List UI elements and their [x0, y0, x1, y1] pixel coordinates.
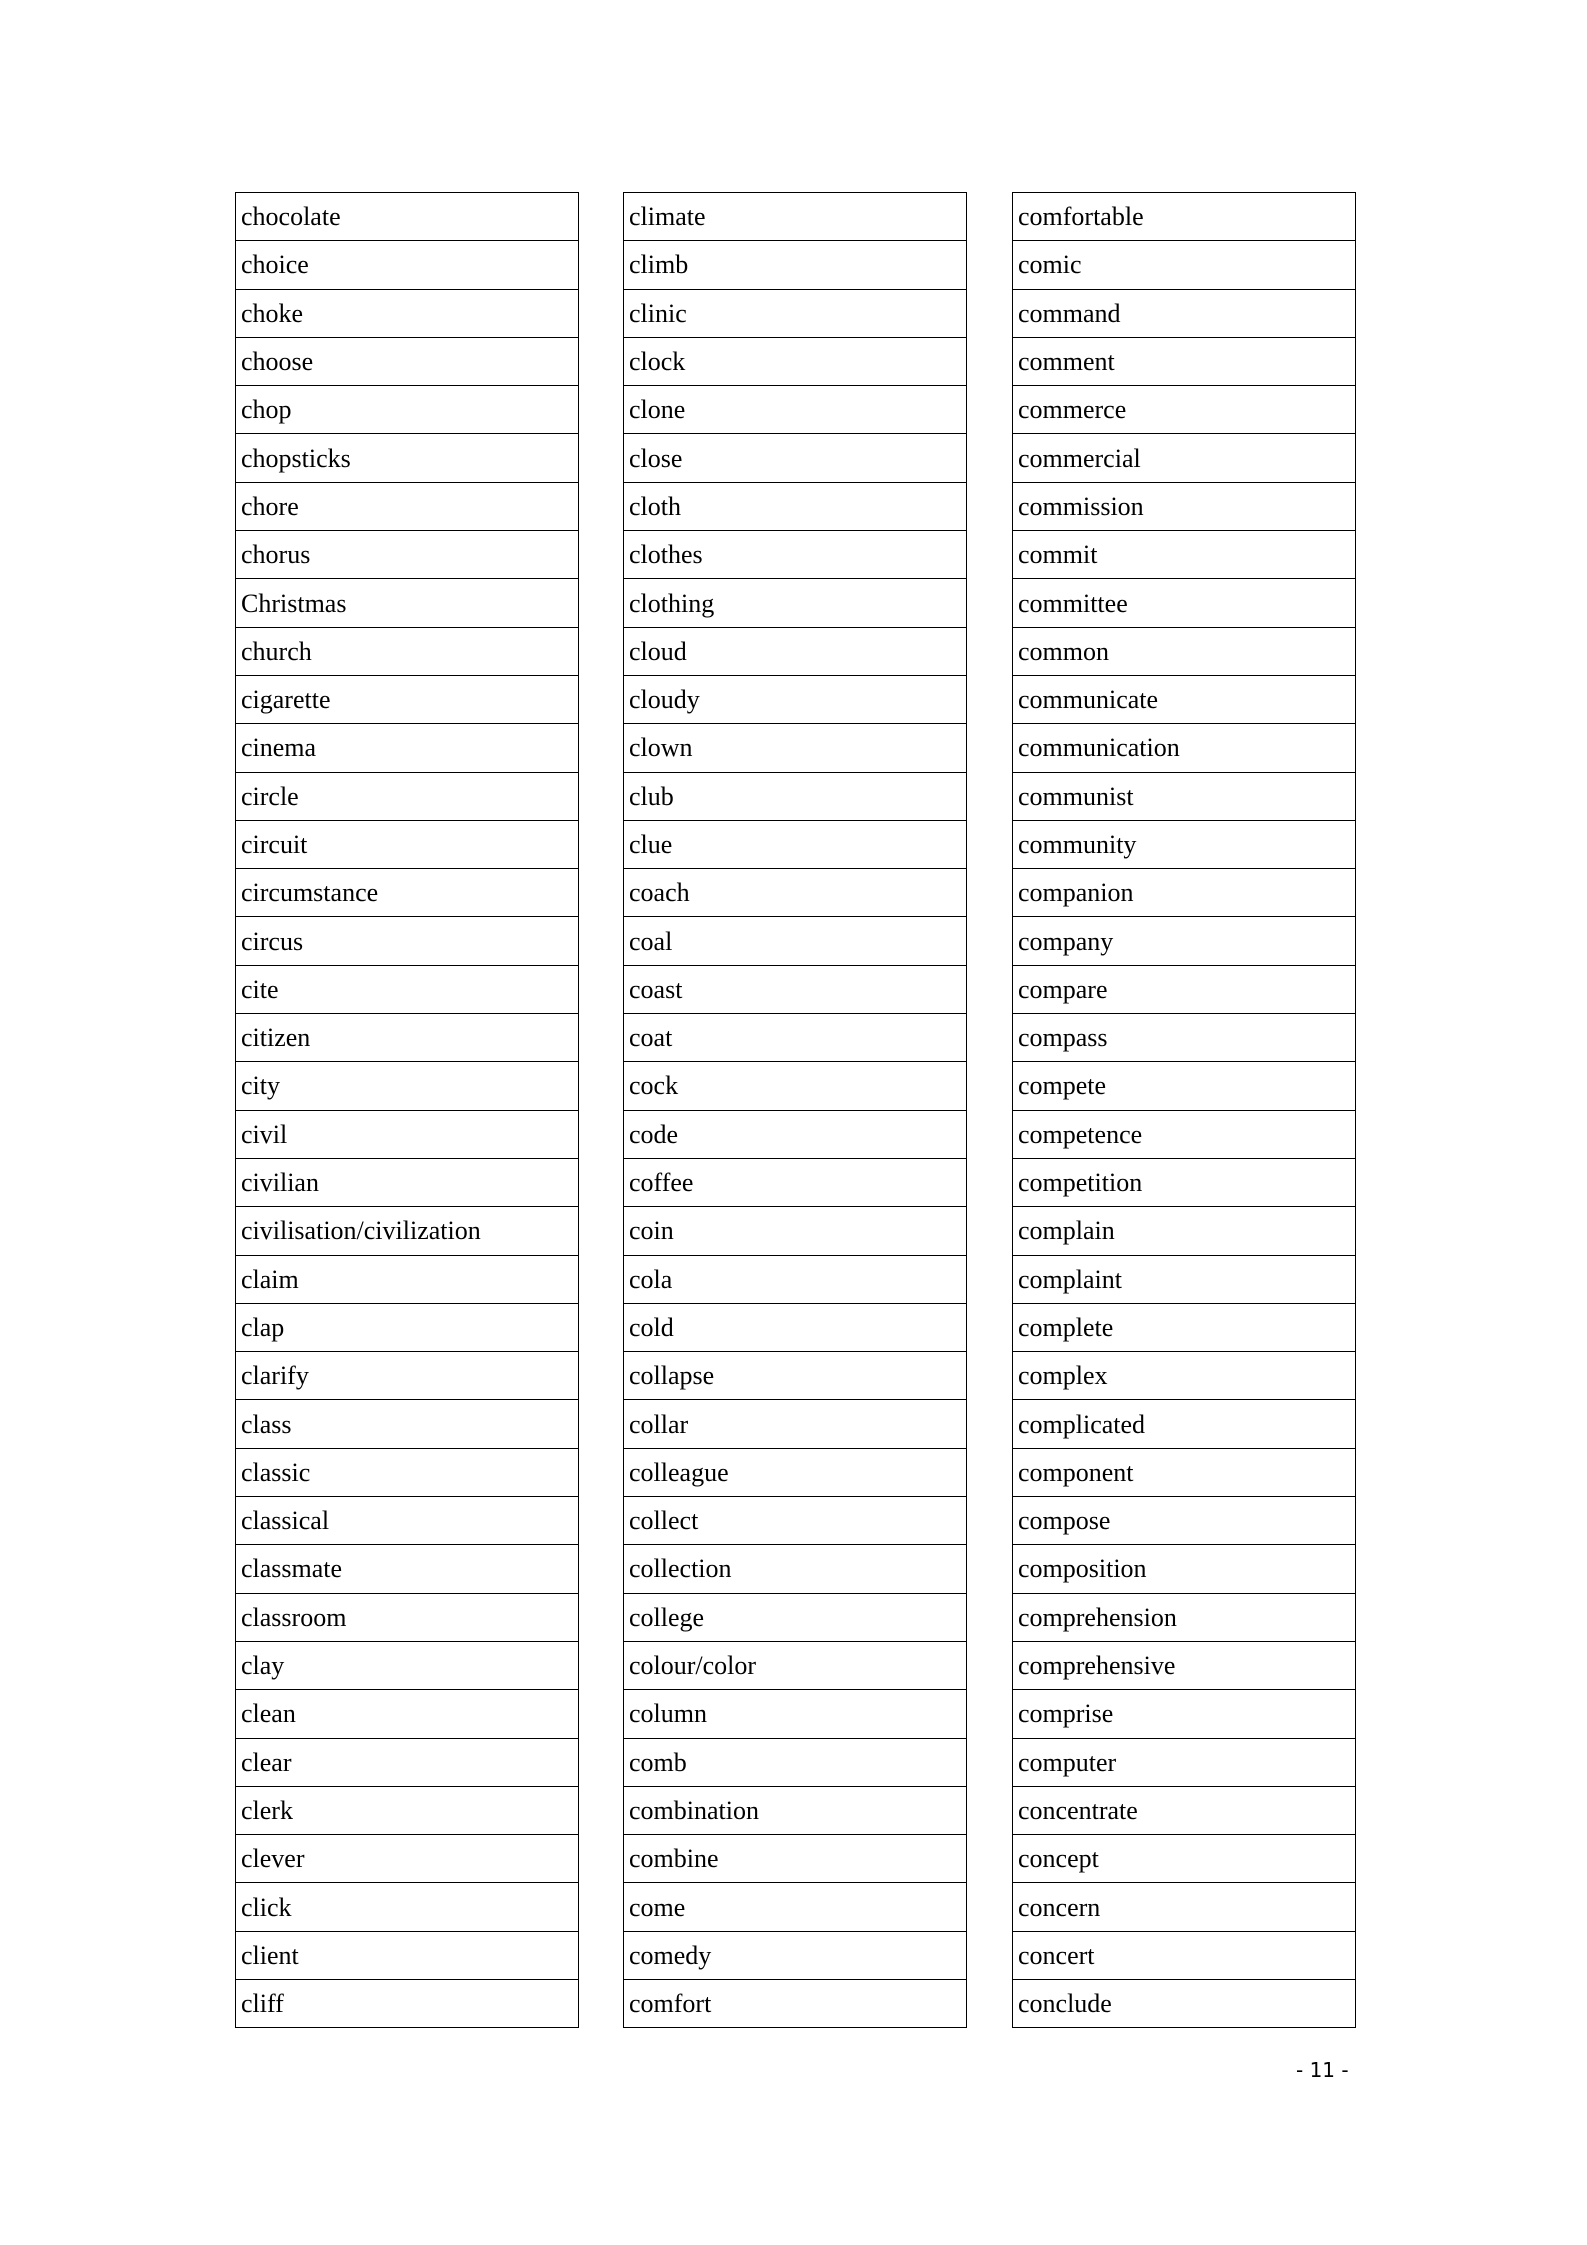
- word-cell: clerk: [236, 1786, 579, 1834]
- word-cell: communicate: [1013, 675, 1356, 723]
- word-cell: college: [624, 1593, 967, 1641]
- word-cell: clay: [236, 1641, 579, 1689]
- table-row: [624, 869, 967, 917]
- table-row: [1013, 675, 1356, 723]
- word-cell: competition: [1013, 1158, 1356, 1206]
- word-cell: cola: [624, 1255, 967, 1303]
- word-cell: cliff: [236, 1979, 579, 2027]
- table-row: [236, 1641, 579, 1689]
- word-cell: chocolate: [236, 193, 579, 241]
- table-row: [624, 1738, 967, 1786]
- word-cell: cock: [624, 1062, 967, 1110]
- word-cell: click: [236, 1883, 579, 1931]
- word-cell: complex: [1013, 1352, 1356, 1400]
- table-row: [1013, 1545, 1356, 1593]
- table-row: [1013, 1979, 1356, 2027]
- word-cell: cigarette: [236, 675, 579, 723]
- table-row: [1013, 917, 1356, 965]
- table-row: [1013, 820, 1356, 868]
- word-cell: civilisation/civilization: [236, 1207, 579, 1255]
- table-row: [1013, 1062, 1356, 1110]
- word-cell: column: [624, 1690, 967, 1738]
- word-cell: computer: [1013, 1738, 1356, 1786]
- word-cell: clone: [624, 386, 967, 434]
- table-row: [1013, 869, 1356, 917]
- table-row: [624, 820, 967, 868]
- table-row: [624, 1641, 967, 1689]
- table-row: [624, 434, 967, 482]
- word-cell: clever: [236, 1835, 579, 1883]
- table-row: [236, 1883, 579, 1931]
- word-cell: coin: [624, 1207, 967, 1255]
- word-cell: collect: [624, 1497, 967, 1545]
- table-row: [624, 1545, 967, 1593]
- word-cell: commerce: [1013, 386, 1356, 434]
- table-row: [236, 1545, 579, 1593]
- word-cell: circle: [236, 772, 579, 820]
- table-row: [624, 965, 967, 1013]
- table-row: [236, 531, 579, 579]
- word-cell: civil: [236, 1110, 579, 1158]
- table-row: [236, 289, 579, 337]
- word-cell: classic: [236, 1448, 579, 1496]
- word-cell: climb: [624, 241, 967, 289]
- word-table-1: [235, 192, 579, 2028]
- word-cell: come: [624, 1883, 967, 1931]
- table-row: [1013, 241, 1356, 289]
- word-cell: club: [624, 772, 967, 820]
- word-cell: clap: [236, 1303, 579, 1351]
- table-row: [624, 193, 967, 241]
- word-cell: complaint: [1013, 1255, 1356, 1303]
- table-row: [624, 1158, 967, 1206]
- table-row: [236, 1690, 579, 1738]
- table-row: [236, 627, 579, 675]
- word-cell: climate: [624, 193, 967, 241]
- word-cell: chore: [236, 482, 579, 530]
- word-cell: concept: [1013, 1835, 1356, 1883]
- word-cell: concentrate: [1013, 1786, 1356, 1834]
- word-cell: companion: [1013, 869, 1356, 917]
- word-cell: company: [1013, 917, 1356, 965]
- word-cell: coast: [624, 965, 967, 1013]
- word-cell: cite: [236, 965, 579, 1013]
- table-row: [624, 579, 967, 627]
- table-row: [236, 1014, 579, 1062]
- table-row: [1013, 482, 1356, 530]
- word-cell: collection: [624, 1545, 967, 1593]
- table-row: [624, 772, 967, 820]
- word-cell: citizen: [236, 1014, 579, 1062]
- word-cell: choice: [236, 241, 579, 289]
- word-cell: coach: [624, 869, 967, 917]
- word-cell: clothes: [624, 531, 967, 579]
- table-row: [624, 241, 967, 289]
- word-cell: civilian: [236, 1158, 579, 1206]
- table-row: [1013, 531, 1356, 579]
- table-row: [624, 289, 967, 337]
- table-row: [236, 337, 579, 385]
- word-cell: concern: [1013, 1883, 1356, 1931]
- table-row: [624, 1352, 967, 1400]
- word-cell: cold: [624, 1303, 967, 1351]
- word-cell: coat: [624, 1014, 967, 1062]
- word-cell: circus: [236, 917, 579, 965]
- table-row: [236, 1593, 579, 1641]
- table-row: [236, 917, 579, 965]
- word-cell: community: [1013, 820, 1356, 868]
- table-row: [236, 1158, 579, 1206]
- table-row: [1013, 337, 1356, 385]
- word-cell: concert: [1013, 1931, 1356, 1979]
- word-cell: classmate: [236, 1545, 579, 1593]
- word-cell: comprise: [1013, 1690, 1356, 1738]
- table-row: [1013, 1207, 1356, 1255]
- table-row: [624, 482, 967, 530]
- table-row: [236, 965, 579, 1013]
- table-row: [236, 675, 579, 723]
- table-row: [1013, 1835, 1356, 1883]
- table-row: [1013, 1014, 1356, 1062]
- table-row: [236, 241, 579, 289]
- word-cell: comedy: [624, 1931, 967, 1979]
- word-cell: chorus: [236, 531, 579, 579]
- table-row: [1013, 1690, 1356, 1738]
- word-cell: comprehensive: [1013, 1641, 1356, 1689]
- word-cell: code: [624, 1110, 967, 1158]
- word-cell: component: [1013, 1448, 1356, 1496]
- table-row: [624, 1207, 967, 1255]
- word-cell: circuit: [236, 820, 579, 868]
- word-cell: choose: [236, 337, 579, 385]
- word-cell: close: [624, 434, 967, 482]
- table-row: [236, 434, 579, 482]
- word-cell: Christmas: [236, 579, 579, 627]
- word-cell: comfortable: [1013, 193, 1356, 241]
- table-row: [236, 1835, 579, 1883]
- table-row: [236, 386, 579, 434]
- word-cell: coal: [624, 917, 967, 965]
- word-cell: comic: [1013, 241, 1356, 289]
- table-row: [1013, 1255, 1356, 1303]
- word-cell: clean: [236, 1690, 579, 1738]
- table-row: [236, 1738, 579, 1786]
- table-row: [1013, 1352, 1356, 1400]
- word-cell: clothing: [624, 579, 967, 627]
- word-cell: colleague: [624, 1448, 967, 1496]
- table-row: [1013, 193, 1356, 241]
- table-row: [1013, 386, 1356, 434]
- table-row: [1013, 579, 1356, 627]
- table-row: [236, 579, 579, 627]
- table-row: [624, 1014, 967, 1062]
- table-row: [624, 337, 967, 385]
- table-row: [624, 724, 967, 772]
- word-cell: collar: [624, 1400, 967, 1448]
- table-row: [624, 1931, 967, 1979]
- word-cell: composition: [1013, 1545, 1356, 1593]
- table-row: [1013, 772, 1356, 820]
- word-cell: cinema: [236, 724, 579, 772]
- word-cell: competence: [1013, 1110, 1356, 1158]
- word-cell: clock: [624, 337, 967, 385]
- table-row: [1013, 434, 1356, 482]
- word-cell: cloth: [624, 482, 967, 530]
- table-row: [624, 627, 967, 675]
- table-row: [624, 1883, 967, 1931]
- word-cell: clarify: [236, 1352, 579, 1400]
- word-cell: compete: [1013, 1062, 1356, 1110]
- word-cell: clown: [624, 724, 967, 772]
- table-row: [236, 1062, 579, 1110]
- table-row: [236, 1497, 579, 1545]
- word-cell: classroom: [236, 1593, 579, 1641]
- word-cell: commercial: [1013, 434, 1356, 482]
- table-row: [236, 820, 579, 868]
- table-row: [236, 1207, 579, 1255]
- table-row: [624, 1497, 967, 1545]
- word-cell: complicated: [1013, 1400, 1356, 1448]
- word-cell: collapse: [624, 1352, 967, 1400]
- table-row: [1013, 1158, 1356, 1206]
- table-row: [624, 1255, 967, 1303]
- table-row: [236, 482, 579, 530]
- table-row: [1013, 1593, 1356, 1641]
- word-cell: complete: [1013, 1303, 1356, 1351]
- word-cell: clear: [236, 1738, 579, 1786]
- table-row: [624, 1062, 967, 1110]
- word-cell: commit: [1013, 531, 1356, 579]
- table-row: [1013, 289, 1356, 337]
- table-row: [624, 917, 967, 965]
- word-cell: communist: [1013, 772, 1356, 820]
- table-row: [1013, 1738, 1356, 1786]
- table-row: [1013, 965, 1356, 1013]
- word-cell: comb: [624, 1738, 967, 1786]
- word-cell: combination: [624, 1786, 967, 1834]
- word-cell: conclude: [1013, 1979, 1356, 2027]
- word-cell: city: [236, 1062, 579, 1110]
- table-row: [1013, 1448, 1356, 1496]
- word-cell: clue: [624, 820, 967, 868]
- word-cell: comprehension: [1013, 1593, 1356, 1641]
- word-cell: classical: [236, 1497, 579, 1545]
- table-row: [1013, 724, 1356, 772]
- table-row: [1013, 1786, 1356, 1834]
- table-row: [624, 1835, 967, 1883]
- table-row: [624, 1110, 967, 1158]
- word-cell: communication: [1013, 724, 1356, 772]
- table-row: [624, 1979, 967, 2027]
- word-cell: compass: [1013, 1014, 1356, 1062]
- word-cell: client: [236, 1931, 579, 1979]
- table-row: [236, 1255, 579, 1303]
- table-row: [624, 1593, 967, 1641]
- word-cell: chopsticks: [236, 434, 579, 482]
- word-cell: common: [1013, 627, 1356, 675]
- table-row: [1013, 1303, 1356, 1351]
- table-row: [624, 531, 967, 579]
- word-cell: church: [236, 627, 579, 675]
- word-table-2: [623, 192, 967, 2028]
- table-row: [236, 1448, 579, 1496]
- table-row: [624, 1786, 967, 1834]
- table-row: [1013, 1931, 1356, 1979]
- word-cell: cloudy: [624, 675, 967, 723]
- word-cell: comfort: [624, 1979, 967, 2027]
- word-cell: class: [236, 1400, 579, 1448]
- word-cell: choke: [236, 289, 579, 337]
- word-cell: combine: [624, 1835, 967, 1883]
- word-cell: circumstance: [236, 869, 579, 917]
- word-cell: compose: [1013, 1497, 1356, 1545]
- word-cell: comment: [1013, 337, 1356, 385]
- table-row: [624, 1690, 967, 1738]
- table-row: [1013, 1400, 1356, 1448]
- page-number: - 11 -: [1296, 2058, 1349, 2082]
- table-row: [624, 675, 967, 723]
- table-row: [236, 1303, 579, 1351]
- table-row: [624, 1448, 967, 1496]
- table-row: [624, 1400, 967, 1448]
- word-cell: complain: [1013, 1207, 1356, 1255]
- table-row: [236, 1400, 579, 1448]
- word-table-3: [1012, 192, 1356, 2028]
- word-cell: command: [1013, 289, 1356, 337]
- table-row: [236, 1786, 579, 1834]
- table-row: [236, 1931, 579, 1979]
- table-row: [236, 772, 579, 820]
- table-row: [236, 724, 579, 772]
- table-row: [1013, 627, 1356, 675]
- table-row: [624, 1303, 967, 1351]
- word-cell: clinic: [624, 289, 967, 337]
- table-row: [236, 193, 579, 241]
- word-cell: committee: [1013, 579, 1356, 627]
- word-cell: cloud: [624, 627, 967, 675]
- word-cell: colour/color: [624, 1641, 967, 1689]
- table-row: [1013, 1110, 1356, 1158]
- word-cell: commission: [1013, 482, 1356, 530]
- table-row: [236, 1979, 579, 2027]
- word-cell: compare: [1013, 965, 1356, 1013]
- table-row: [236, 1352, 579, 1400]
- table-row: [1013, 1497, 1356, 1545]
- table-row: [624, 386, 967, 434]
- table-row: [1013, 1883, 1356, 1931]
- table-row: [236, 1110, 579, 1158]
- word-cell: chop: [236, 386, 579, 434]
- table-row: [1013, 1641, 1356, 1689]
- word-cell: coffee: [624, 1158, 967, 1206]
- table-row: [236, 869, 579, 917]
- word-cell: claim: [236, 1255, 579, 1303]
